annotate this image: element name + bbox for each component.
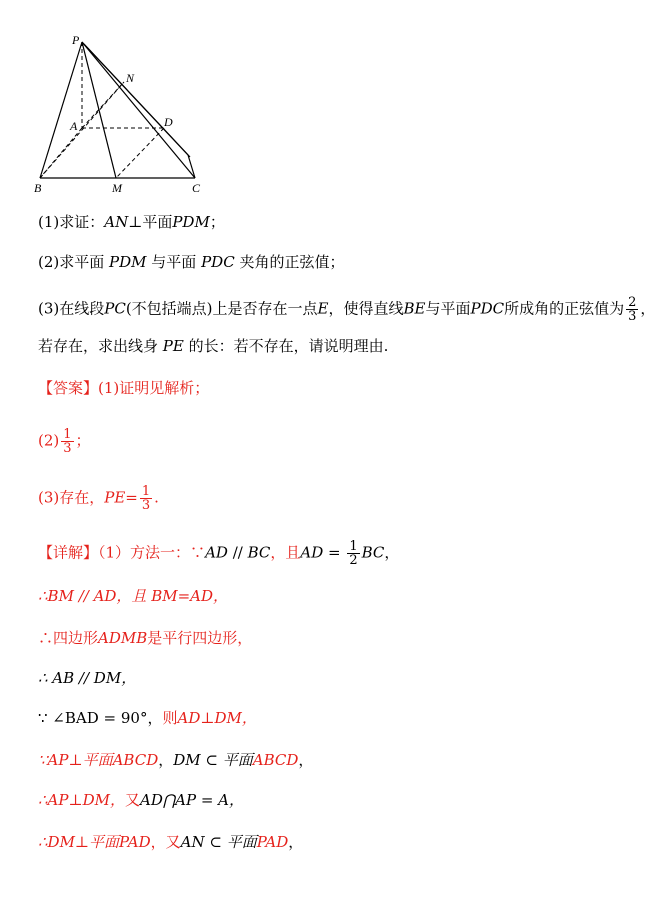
answer-3: (3)存在，PE= $\frac{1}{3}$ . (38, 484, 159, 513)
answer-2: (2) $\frac{1}{3}$ ； (38, 427, 91, 456)
q1-end: ； (209, 213, 225, 231)
label-p: P (72, 33, 80, 47)
edge-bn (40, 82, 124, 178)
q1-an: AN (104, 213, 129, 231)
q1-perp: ⊥平面 (128, 213, 173, 231)
q1-prefix: (1)求证： (38, 213, 105, 231)
q3-pdc: PDC (470, 299, 505, 318)
edge-dm (116, 128, 164, 178)
q2-pdm: PDM (109, 253, 147, 271)
question-2 (38, 252, 345, 272)
label-n: N (126, 71, 135, 85)
answer-2-fraction: $\frac{1}{3}$ (63, 427, 72, 456)
detail-line-8: ∴DM⊥平面PAD，又AN ⊂ 平面PAD， (38, 833, 304, 851)
edge-pd (84, 44, 190, 157)
label-a: A (70, 119, 78, 133)
pyramid-figure (30, 30, 220, 195)
q2-prefix: (2)求平面 (38, 253, 105, 271)
detail-line-7: ∴AP⊥DM，又AD⋂AP = A， (38, 791, 245, 809)
answer-1-text: (1)证明见解析； (98, 379, 210, 397)
q3-g: ， (640, 299, 655, 318)
q3-b: (不包括端点)上是否存在一点 (125, 299, 318, 318)
label-b: B (34, 181, 42, 195)
detail-bracket: 【详解】 (38, 543, 99, 562)
answer-bracket: 【答案】 (38, 379, 99, 397)
detail-line-6: ∵AP⊥平面ABCD，DM ⊂ 平面ABCD， (38, 751, 314, 769)
detail-line-1: 【详解】（1）方法一：∵AD // BC，且AD = $\frac{1}{2}$ BC， (38, 539, 400, 568)
q3-pc: PC (104, 299, 126, 318)
label-c: C (192, 181, 201, 195)
q3-line2a: 若存在，求出线身 (38, 337, 159, 355)
q3-line2b: 的长：若不存在，请说明理由. (188, 337, 389, 355)
q3-be: BE (403, 299, 426, 318)
q3-pe: PE (162, 337, 184, 355)
q3-fraction: $\frac{2}{3}$ (628, 295, 637, 324)
detail-line-3: ∴四边形ADMB是平行四边形， (38, 629, 253, 647)
q3-e: E (317, 299, 329, 318)
q3-f: 所成角的正弦值为 (504, 299, 625, 318)
edge-an (82, 82, 124, 128)
q3-c: ，使得直线 (328, 299, 404, 318)
answer-3-fraction: $\frac{1}{3}$ (141, 484, 151, 513)
question-1 (38, 212, 225, 232)
q2-mid: 与平面 (151, 253, 197, 271)
question-3-line-1 (38, 296, 655, 323)
answer-1 (38, 378, 209, 398)
detail-line-2: ∴BM // AD，且 BM=AD， (38, 587, 229, 605)
q2-pdc: PDC (201, 253, 235, 271)
detail-line-5: ∵ ∠BAD = 90°，则AD⊥DM， (38, 709, 257, 727)
q2-end: 夹角的正弦值； (239, 253, 345, 271)
q1-pdm: PDM (172, 213, 210, 231)
detail-fraction: $\frac{1}{2}$ (349, 539, 358, 568)
q3-a: (3)在线段 (38, 299, 105, 318)
label-d: D (164, 115, 173, 129)
label-m: M (112, 181, 122, 195)
detail-line-4: ∴ AB // DM， (38, 669, 137, 687)
edge-pb (40, 42, 82, 178)
q3-d: 与平面 (425, 299, 471, 318)
question-3-line-2 (38, 336, 388, 356)
